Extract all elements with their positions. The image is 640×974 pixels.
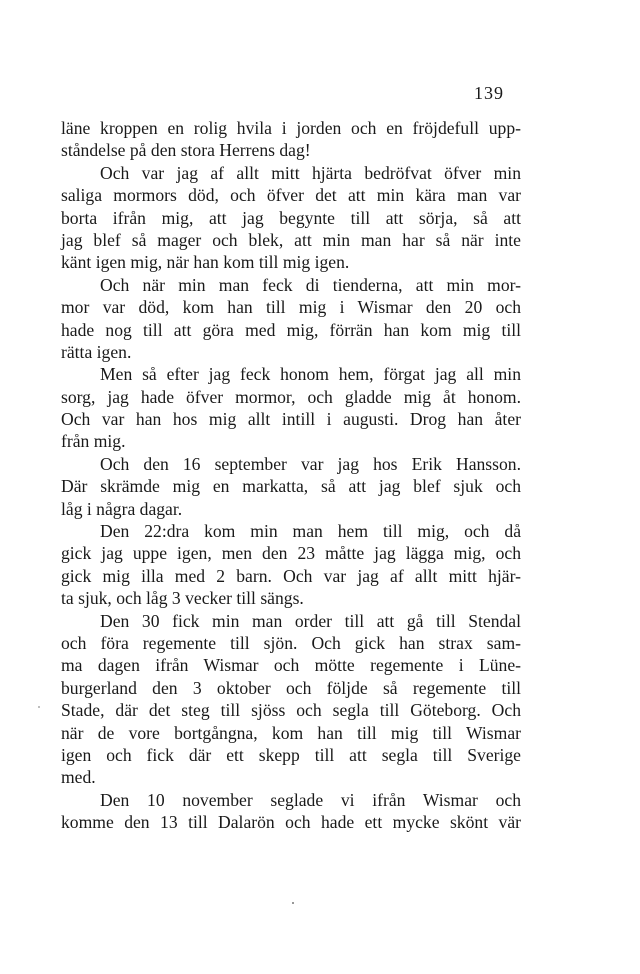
- text-line: läne kroppen en rolig hvila i jorden och en fröjdefull upp-: [61, 118, 521, 138]
- text-line: känt igen mig, när han kom till mig igen.: [61, 252, 350, 273]
- text-line: borta ifrån mig, att jag begynte till att sörja, så att: [61, 207, 521, 228]
- text-line: Och den 16 september var jag hos Erik Hansson.: [100, 453, 521, 474]
- text-line: burgerland den 3 oktober och följde så regemente till: [61, 677, 521, 698]
- text-line: sorg, jag hade öfver mormor, och gladde mig åt honom.: [61, 386, 521, 407]
- speck-mark: [38, 706, 40, 708]
- text-line: och föra regemente till sjön. Och gick han strax sam-: [61, 632, 521, 653]
- text-line: mor var död, kom han till mig i Wismar den 20 och: [61, 297, 521, 318]
- text-line: Där skrämde mig en markatta, så att jag blef sjuk och: [61, 476, 521, 497]
- text-line: Den 10 november seglade vi ifrån Wismar och: [100, 789, 521, 810]
- text-line: låg i några dagar.: [61, 498, 183, 519]
- body-text: [61, 117, 521, 834]
- text-line: Men så efter jag feck honom hem, förgat jag all min: [100, 364, 521, 385]
- text-line: Den 22:dra kom min man hem till mig, och då: [100, 521, 521, 542]
- text-line: saliga mormors död, och öfver det att min kära man var: [61, 185, 521, 206]
- text-line: Och var jag af allt mitt hjärta bedröfvat öfver min: [100, 162, 521, 183]
- text-line: rätta igen.: [61, 341, 132, 362]
- text-line: från mig.: [61, 431, 126, 452]
- text-line: ta sjuk, och låg 3 vecker till sängs.: [61, 588, 304, 609]
- text-line: Och var han hos mig allt intill i augusti. Drog han åter: [61, 409, 521, 430]
- text-line: igen och fick där ett skepp till att segla till Sverige: [61, 744, 521, 765]
- text-line: ståndelse på den stora Herrens dag!: [61, 140, 311, 161]
- page-number: 139: [474, 83, 504, 103]
- speck-mark: [292, 902, 294, 904]
- text-line: ma dagen ifrån Wismar och mötte regemente i Lüne-: [61, 655, 521, 676]
- text-line: Och när min man feck di tienderna, att min mor-: [100, 274, 521, 295]
- text-line: jag blef så mager och blek, att min man har så när inte: [61, 229, 521, 250]
- text-line: komme den 13 till Dalarön och hade ett mycke skönt vär: [61, 812, 521, 833]
- text-line: gick jag uppe igen, men den 23 måtte jag lägga mig, och: [61, 543, 521, 564]
- text-line: Stade, där det steg till sjöss och segla till Göteborg. Och: [61, 700, 521, 721]
- text-line: hade nog till att göra med mig, förrän han kom mig till: [61, 319, 521, 340]
- text-line: Den 30 fick min man order till att gå till Stendal: [100, 610, 521, 631]
- text-line: när de vore bortgångna, kom han till mig till Wismar: [61, 722, 521, 743]
- text-line: gick mig illa med 2 barn. Och var jag af allt mitt hjär-: [61, 565, 521, 586]
- text-line: med.: [61, 767, 96, 788]
